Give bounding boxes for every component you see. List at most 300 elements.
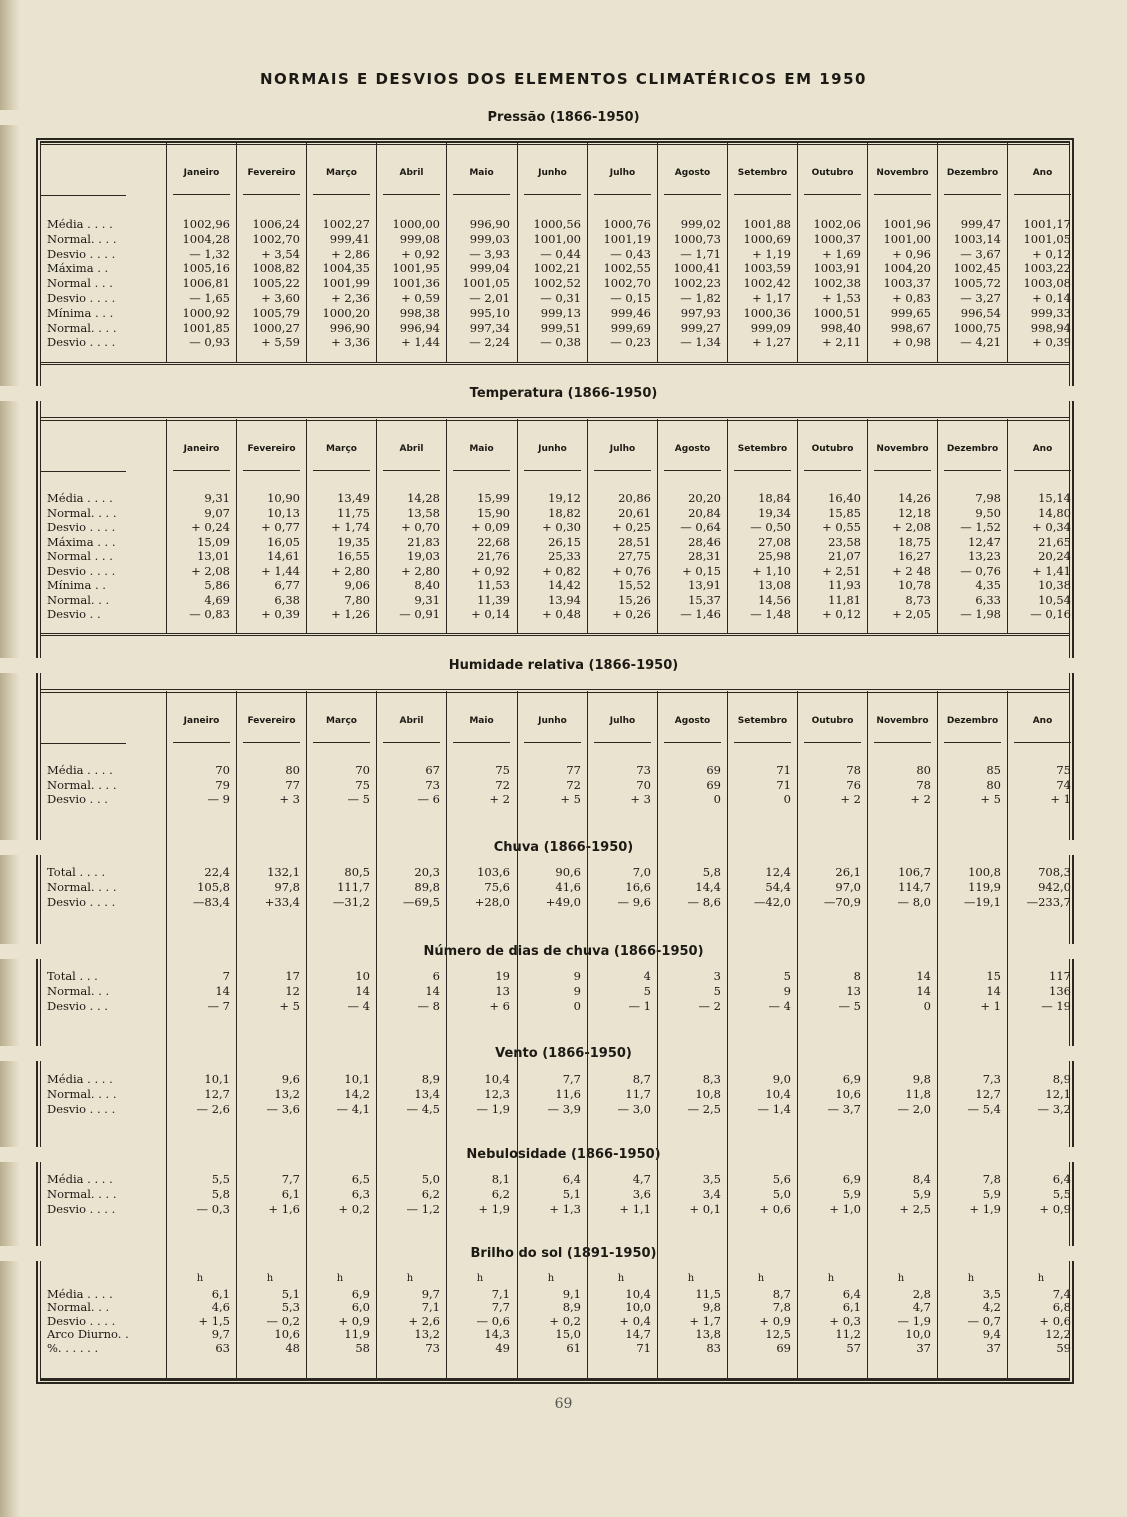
data-cell: 5 (713, 983, 721, 998)
header-underline (313, 742, 370, 743)
row-label: Desvio . . . . (47, 894, 116, 909)
data-cell: 57 (846, 1340, 861, 1355)
row-label: Desvio . . . . (47, 1313, 116, 1328)
data-cell: 27,08 (758, 534, 791, 549)
data-cell: 9,4 (982, 1327, 1001, 1342)
data-cell: 1001,00 (533, 231, 581, 246)
data-cell: 14 (916, 983, 931, 998)
data-cell: 11,8 (905, 1086, 931, 1101)
data-cell: 103,6 (477, 865, 510, 879)
header-underline (804, 470, 861, 471)
data-cell: 999,41 (329, 231, 370, 246)
month-header: Maio (446, 143, 516, 203)
month-header: Setembro (727, 143, 797, 203)
header-underline (734, 470, 791, 471)
data-cell: 80 (285, 763, 300, 777)
data-cell: 20,86 (618, 491, 651, 505)
unit-label: h (406, 1273, 414, 1284)
data-cell: — 7 (207, 998, 230, 1013)
month-header: Agosto (657, 143, 727, 203)
data-cell: 73 (636, 763, 651, 777)
data-cell: 14 (916, 969, 931, 983)
data-cell: 995,10 (469, 305, 510, 320)
data-cell: 48 (285, 1340, 300, 1355)
data-cell: 6,0 (351, 1300, 370, 1315)
data-cell: 75,6 (484, 879, 510, 894)
data-cell: 7,4 (1052, 1287, 1071, 1301)
data-cell: —19,1 (963, 894, 1001, 909)
data-cell: 6,4 (1052, 1172, 1071, 1186)
data-cell: 21,83 (407, 534, 440, 549)
column-divider-long-5 (517, 691, 518, 1378)
column-divider-sec1-10 (867, 419, 868, 633)
data-cell: 999,08 (399, 231, 440, 246)
data-cell: + 0,26 (612, 607, 651, 621)
data-cell: 77 (566, 763, 581, 777)
data-cell: 15,37 (688, 592, 721, 607)
data-cell: 1000,75 (953, 320, 1001, 335)
data-cell: — 0,31 (540, 291, 581, 305)
header-underline (453, 194, 510, 195)
column-divider-sec1-1 (236, 419, 237, 633)
data-cell: 41,6 (555, 879, 581, 894)
unit-label: h (757, 1273, 765, 1284)
row-label: Média . . . . (47, 491, 113, 505)
data-cell: 13,58 (407, 505, 440, 520)
section-title: Temperatura (1866-1950) (0, 386, 1127, 401)
data-cell: 9,0 (772, 1072, 791, 1086)
section-title: Pressão (1866-1950) (0, 110, 1127, 125)
column-divider-sec1-11 (937, 419, 938, 633)
unit-label: h (1037, 1273, 1045, 1284)
month-header: Dezembro (937, 691, 1007, 751)
data-cell: — 6 (417, 792, 440, 806)
data-cell: 12 (285, 983, 300, 998)
month-header: Outubro (797, 691, 867, 751)
data-cell: 999,46 (610, 305, 651, 320)
data-cell: 72 (495, 777, 510, 792)
month-header: Novembro (867, 143, 937, 203)
data-cell: + 2 48 (892, 563, 931, 578)
data-cell: 997,93 (680, 305, 721, 320)
header-underline (594, 194, 651, 195)
row-label: Total . . . . (47, 865, 106, 879)
data-cell: 3,5 (982, 1287, 1001, 1301)
data-cell: — 0,3 (196, 1201, 230, 1216)
data-cell: + 1,10 (752, 563, 791, 578)
data-cell: 11,6 (555, 1086, 581, 1101)
data-cell: + 5 (279, 998, 300, 1013)
header-underline (383, 470, 440, 471)
data-cell: 20,84 (688, 505, 721, 520)
data-cell: — 0,50 (750, 520, 791, 534)
data-cell: + 1,9 (478, 1201, 510, 1216)
data-cell: 58 (355, 1340, 370, 1355)
data-cell: + 2,08 (191, 563, 230, 578)
unit-label: h (687, 1273, 695, 1284)
data-cell: 8,73 (905, 592, 931, 607)
data-cell: 16,55 (337, 549, 370, 563)
data-cell: 20,61 (618, 505, 651, 520)
month-header: Junho (517, 691, 587, 751)
data-cell: 69 (706, 763, 721, 777)
data-cell: 4 (643, 969, 651, 983)
data-cell: 4,7 (912, 1300, 931, 1315)
column-divider-sec1-7 (657, 419, 658, 633)
data-cell: — 3,67 (960, 246, 1001, 261)
month-header: Abril (376, 691, 446, 751)
column-divider-long-7 (657, 691, 658, 1378)
row-label: %. . . . . . (47, 1340, 99, 1355)
data-cell: 70 (215, 763, 230, 777)
data-cell: 13,94 (548, 592, 581, 607)
data-cell: 80,5 (344, 865, 370, 879)
data-cell: + 0,2 (338, 1201, 370, 1216)
data-cell: 15,14 (1038, 491, 1071, 505)
data-cell: 26,15 (548, 534, 581, 549)
data-cell: 13,91 (688, 578, 721, 592)
data-cell: 97,0 (835, 879, 861, 894)
month-header: Junho (517, 143, 587, 203)
data-cell: 1002,96 (182, 217, 230, 231)
data-cell: 13,49 (337, 491, 370, 505)
header-underline (1014, 470, 1071, 471)
data-cell: 20,3 (414, 865, 440, 879)
unit-label: h (547, 1273, 555, 1284)
data-cell: + 2,51 (822, 563, 861, 578)
data-cell: 7,80 (344, 592, 370, 607)
header-underline (874, 470, 931, 471)
data-cell: 15,0 (555, 1327, 581, 1342)
data-cell: 54,4 (765, 879, 791, 894)
data-cell: 14,2 (344, 1086, 370, 1101)
month-header: Dezembro (937, 419, 1007, 479)
data-cell: 83 (706, 1340, 721, 1355)
data-cell: + 0,6 (759, 1201, 791, 1216)
data-cell: — 0,6 (476, 1313, 510, 1328)
data-cell: — 5,4 (967, 1101, 1001, 1116)
section-title: Número de dias de chuva (1866-1950) (0, 944, 1127, 959)
data-cell: 13,4 (414, 1086, 440, 1101)
data-cell: 49 (495, 1340, 510, 1355)
data-cell: — 1,65 (189, 291, 230, 305)
data-cell: 6,2 (491, 1186, 510, 1201)
column-divider-sec1-0 (166, 419, 167, 633)
row-label: Normal. . . . (47, 1086, 117, 1101)
data-cell: 11,7 (625, 1086, 651, 1101)
data-cell: 999,33 (1030, 305, 1071, 320)
data-cell: 70 (355, 763, 370, 777)
unit-label: h (827, 1273, 835, 1284)
data-cell: — 1,9 (476, 1101, 510, 1116)
data-cell: 1002,38 (813, 276, 861, 291)
data-cell: 9,7 (421, 1287, 440, 1301)
month-header: Ano (1007, 143, 1077, 203)
data-cell: + 0,14 (1032, 291, 1071, 305)
header-underline (874, 742, 931, 743)
data-cell: 1000,20 (322, 305, 370, 320)
data-cell: 37 (986, 1340, 1001, 1355)
row-label: Normal . . . (47, 549, 113, 563)
data-cell: 6,5 (351, 1172, 370, 1186)
data-cell: + 1,0 (829, 1201, 861, 1216)
data-cell: 1000,00 (392, 217, 440, 231)
data-cell: + 1,44 (261, 563, 300, 578)
data-cell: 10,4 (625, 1287, 651, 1301)
row-label: Normal. . . . (47, 505, 117, 520)
data-cell: 12,1 (1045, 1086, 1071, 1101)
header-bottom-rule (40, 471, 126, 472)
data-cell: 7 (222, 969, 230, 983)
data-cell: 1002,45 (953, 261, 1001, 276)
month-header: Maio (446, 419, 516, 479)
data-cell: + 3,60 (261, 291, 300, 305)
data-cell: 9 (783, 983, 791, 998)
data-cell: — 3,0 (617, 1101, 651, 1116)
header-underline (1014, 742, 1071, 743)
data-cell: 3,4 (702, 1186, 721, 1201)
row-label: Normal. . . . (47, 777, 117, 792)
data-cell: + 2,6 (408, 1313, 440, 1328)
data-cell: + 1 (1050, 792, 1071, 806)
unit-label: h (336, 1273, 344, 1284)
data-cell: 3,6 (632, 1186, 651, 1201)
data-cell: 997,34 (469, 320, 510, 335)
data-cell: 13,23 (968, 549, 1001, 563)
data-cell: 998,38 (399, 305, 440, 320)
data-cell: + 3 (630, 792, 651, 806)
data-cell: 1001,19 (603, 231, 651, 246)
data-cell: + 2,86 (331, 246, 370, 261)
data-cell: 90,6 (555, 865, 581, 879)
header-underline (664, 470, 721, 471)
data-cell: 999,09 (750, 320, 791, 335)
data-cell: — 0,38 (540, 335, 581, 350)
data-cell: 16,40 (828, 491, 861, 505)
row-label: Desvio . . (47, 607, 101, 621)
data-cell: + 0,6 (1039, 1313, 1071, 1328)
header-underline (243, 194, 300, 195)
month-header: Julho (587, 691, 657, 751)
data-cell: 14 (215, 983, 230, 998)
data-cell: 10,6 (274, 1327, 300, 1342)
data-cell: 1001,85 (182, 320, 230, 335)
data-cell: 72 (566, 777, 581, 792)
data-cell: + 6 (489, 998, 510, 1013)
data-cell: 7,8 (982, 1172, 1001, 1186)
data-cell: 1003,37 (883, 276, 931, 291)
data-cell: 5,0 (772, 1186, 791, 1201)
data-cell: — 4 (768, 998, 791, 1013)
month-header: Outubro (797, 419, 867, 479)
column-divider-long-0 (166, 691, 167, 1378)
data-cell: + 3 (279, 792, 300, 806)
data-cell: 6 (432, 969, 440, 983)
data-cell: 8,4 (912, 1172, 931, 1186)
data-cell: 1003,14 (953, 231, 1001, 246)
data-cell: 999,13 (540, 305, 581, 320)
data-cell: 19,35 (337, 534, 370, 549)
data-cell: — 1,98 (960, 607, 1001, 621)
row-label: Desvio . . . (47, 998, 108, 1013)
data-cell: 8,40 (414, 578, 440, 592)
data-cell: 8,7 (772, 1287, 791, 1301)
data-cell: 998,40 (820, 320, 861, 335)
data-cell: —69,5 (402, 894, 440, 909)
data-cell: 1002,27 (322, 217, 370, 231)
data-cell: + 1,41 (1032, 563, 1071, 578)
data-cell: + 0,59 (401, 291, 440, 305)
data-cell: 999,69 (610, 320, 651, 335)
data-cell: 1004,20 (883, 261, 931, 276)
header-underline (524, 742, 581, 743)
data-cell: 18,82 (548, 505, 581, 520)
data-cell: + 0,34 (1032, 520, 1071, 534)
data-cell: 5,0 (421, 1172, 440, 1186)
header-underline (804, 742, 861, 743)
data-cell: — 4,21 (960, 335, 1001, 350)
data-cell: 6,8 (1052, 1300, 1071, 1315)
data-cell: 69 (706, 777, 721, 792)
data-cell: 7,7 (562, 1072, 581, 1086)
data-cell: 13,8 (695, 1327, 721, 1342)
unit-label: h (196, 1273, 204, 1284)
data-cell: 7,1 (491, 1287, 510, 1301)
data-cell: — 2,5 (687, 1101, 721, 1116)
month-header: Julho (587, 143, 657, 203)
data-cell: 8,9 (1052, 1072, 1071, 1086)
data-cell: 85 (986, 763, 1001, 777)
data-cell: 6,3 (351, 1186, 370, 1201)
data-cell: 996,90 (469, 217, 510, 231)
data-cell: — 3,93 (469, 246, 510, 261)
data-cell: 5,5 (211, 1172, 230, 1186)
data-cell: — 1,4 (757, 1101, 791, 1116)
data-cell: 1001,96 (883, 217, 931, 231)
data-cell: — 0,2 (266, 1313, 300, 1328)
data-cell: 77 (285, 777, 300, 792)
row-label: Média . . . . (47, 1287, 113, 1301)
data-cell: 74 (1056, 777, 1071, 792)
data-cell: 13,08 (758, 578, 791, 592)
data-cell: 12,2 (1045, 1327, 1071, 1342)
data-cell: 13 (495, 983, 510, 998)
month-header: Ano (1007, 691, 1077, 751)
data-cell: 6,1 (281, 1186, 300, 1201)
data-cell: 4,35 (975, 578, 1001, 592)
column-divider-long-8 (727, 691, 728, 1378)
data-cell: 5,3 (281, 1300, 300, 1315)
data-cell: 1000,56 (533, 217, 581, 231)
data-cell: — 1,82 (680, 291, 721, 305)
data-cell: + 0,14 (471, 607, 510, 621)
row-label: Desvio . . . . (47, 563, 116, 578)
column-divider-sec1-6 (587, 419, 588, 633)
data-cell: — 1,34 (680, 335, 721, 350)
data-cell: 5 (783, 969, 791, 983)
month-header: Junho (517, 419, 587, 479)
month-header: Abril (376, 419, 446, 479)
data-cell: 119,9 (968, 879, 1001, 894)
data-cell: + 0,3 (829, 1313, 861, 1328)
data-cell: — 2,24 (469, 335, 510, 350)
data-cell: 12,7 (975, 1086, 1001, 1101)
data-cell: 14,3 (484, 1327, 510, 1342)
month-header: Janeiro (166, 691, 236, 751)
data-cell: 8,9 (562, 1300, 581, 1315)
data-cell: 7,1 (421, 1300, 440, 1315)
data-cell: + 5 (980, 792, 1001, 806)
section-bottom-rule (40, 362, 1070, 365)
data-cell: 75 (495, 763, 510, 777)
data-cell: 20,24 (1038, 549, 1071, 563)
unit-label: h (476, 1273, 484, 1284)
data-cell: 132,1 (267, 865, 300, 879)
data-cell: — 2,01 (469, 291, 510, 305)
data-cell: — 3,6 (266, 1101, 300, 1116)
column-divider-sec0-0 (166, 143, 167, 362)
data-cell: 5,5 (1052, 1186, 1071, 1201)
month-header: Outubro (797, 143, 867, 203)
data-cell: — 8,6 (687, 894, 721, 909)
data-cell: 5,6 (772, 1172, 791, 1186)
column-divider-long-6 (587, 691, 588, 1378)
data-cell: 1000,37 (813, 231, 861, 246)
data-cell: + 0,48 (542, 607, 581, 621)
data-cell: 6,4 (842, 1287, 861, 1301)
data-cell: 27,75 (618, 549, 651, 563)
data-cell: 25,98 (758, 549, 791, 563)
data-cell: 100,8 (968, 865, 1001, 879)
section-title: Vento (1866-1950) (0, 1046, 1127, 1061)
unit-label: h (897, 1273, 905, 1284)
data-cell: 996,90 (329, 320, 370, 335)
column-divider-sec0-2 (306, 143, 307, 362)
header-underline (874, 194, 931, 195)
data-cell: 9,7 (211, 1327, 230, 1342)
data-cell: 998,94 (1030, 320, 1071, 335)
data-cell: + 1,3 (549, 1201, 581, 1216)
data-cell: + 1,17 (752, 291, 791, 305)
data-cell: 16,05 (267, 534, 300, 549)
data-cell: + 5,59 (261, 335, 300, 350)
data-cell: + 1 (980, 998, 1001, 1013)
column-divider-sec1-2 (306, 419, 307, 633)
month-header: Agosto (657, 691, 727, 751)
data-cell: + 1,19 (752, 246, 791, 261)
data-cell: + 2 (840, 792, 861, 806)
data-cell: 10,8 (695, 1086, 721, 1101)
month-header: Fevereiro (236, 419, 306, 479)
data-cell: 8,3 (702, 1072, 721, 1086)
data-cell: — 3,2 (1037, 1101, 1071, 1116)
month-header: Março (306, 691, 376, 751)
data-cell: — 0,7 (967, 1313, 1001, 1328)
row-label: Média . . . . (47, 217, 113, 231)
data-cell: 5,1 (562, 1186, 581, 1201)
data-cell: 9,06 (344, 578, 370, 592)
data-cell: + 3,54 (261, 246, 300, 261)
data-cell: — 0,93 (189, 335, 230, 350)
data-cell: 10,38 (1038, 578, 1071, 592)
data-cell: 999,51 (540, 320, 581, 335)
data-cell: 11,75 (337, 505, 370, 520)
data-cell: 15,26 (618, 592, 651, 607)
data-cell: 999,04 (469, 261, 510, 276)
data-cell: —233,7 (1026, 894, 1071, 909)
row-label: Normal . . . (47, 276, 113, 291)
data-cell: 4,6 (211, 1300, 230, 1315)
